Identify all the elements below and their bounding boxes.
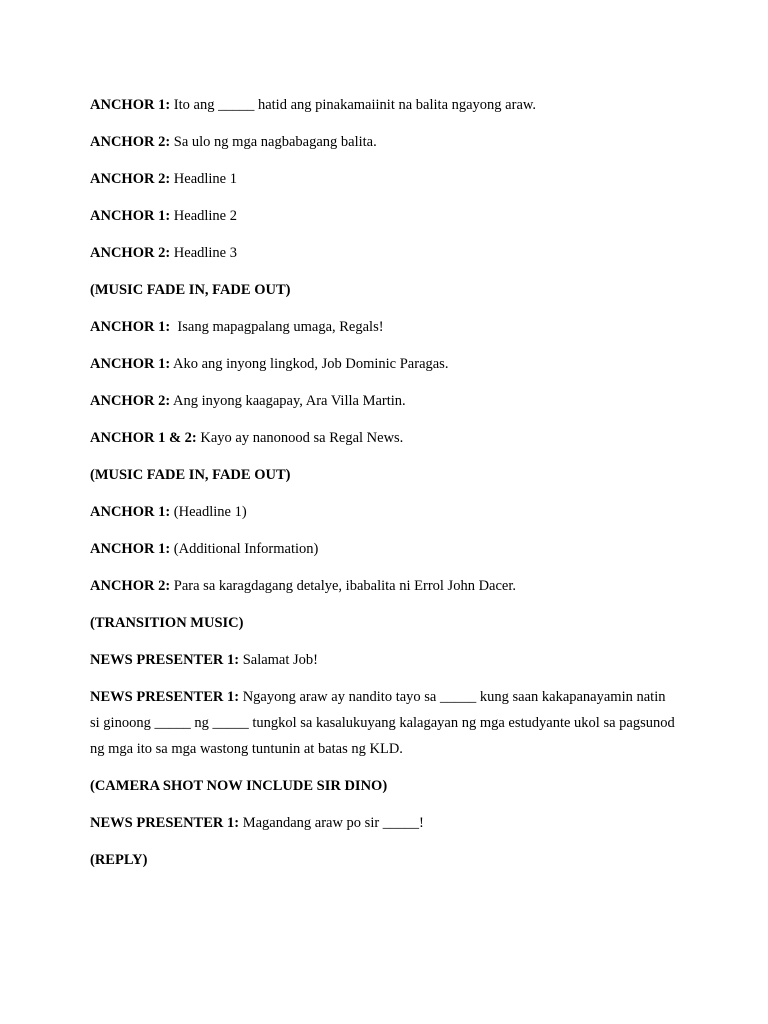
dialogue-text: Ito ang _____ hatid ang pinakamaiinit na balita ngayong araw. <box>170 97 537 113</box>
script-line <box>90 425 678 451</box>
script-line <box>90 92 678 118</box>
dialogue-text: Para sa karagdagang detalye, ibabalita ni Errol John Dacer. <box>170 578 517 594</box>
script-line <box>90 129 678 155</box>
script-line <box>90 647 678 673</box>
dialogue-text: Kayo ay nanonood sa Regal News. <box>196 430 404 446</box>
script-line <box>90 499 678 525</box>
stage-direction: (MUSIC FADE IN, FADE OUT) <box>90 282 291 298</box>
speaker-label: ANCHOR 1: <box>90 504 171 520</box>
dialogue-text: Ang inyong kaagapay, Ara Villa Martin. <box>170 393 406 409</box>
speaker-label: NEWS PRESENTER 1: <box>90 815 240 831</box>
script-line <box>90 573 678 599</box>
script-line <box>90 351 678 377</box>
dialogue-text: Headline 3 <box>170 245 237 261</box>
script-line <box>90 536 678 562</box>
speaker-label: NEWS PRESENTER 1: <box>90 689 240 705</box>
dialogue-text: Ako ang inyong lingkod, Job Dominic Paragas. <box>170 356 449 372</box>
stage-direction: (REPLY) <box>90 852 148 868</box>
stage-direction: (MUSIC FADE IN, FADE OUT) <box>90 467 291 483</box>
script-line <box>90 314 678 340</box>
dialogue-text: Salamat Job! <box>239 652 318 668</box>
stage-direction: (CAMERA SHOT NOW INCLUDE SIR DINO) <box>90 778 388 794</box>
script-line <box>90 388 678 414</box>
speaker-label: ANCHOR 2: <box>90 245 171 261</box>
speaker-label: ANCHOR 2: <box>90 578 171 594</box>
dialogue-text: Isang mapagpalang umaga, Regals! <box>170 319 384 335</box>
dialogue-text: Headline 1 <box>170 171 237 187</box>
speaker-label: ANCHOR 2: <box>90 171 171 187</box>
script-line <box>90 240 678 266</box>
dialogue-text: Magandang araw po sir _____! <box>239 815 424 831</box>
dialogue-text: Ngayong araw ay nandito tayo sa _____ kung saan kakapanayamin natin si ginoong _____ ng _____ tungkol sa kasalukuyang kalagayan ng mga estudyante ukol sa pagsunod ng mga ito sa mga wastong tuntunin at batas ng KLD. <box>90 689 679 757</box>
script-line <box>90 203 678 229</box>
dialogue-text: Sa ulo ng mga nagbabagang balita. <box>170 134 377 150</box>
script-line <box>90 684 678 762</box>
script-line <box>90 166 678 192</box>
speaker-label: ANCHOR 1: <box>90 356 171 372</box>
speaker-label: ANCHOR 1: <box>90 319 171 335</box>
speaker-label: ANCHOR 1: <box>90 97 171 113</box>
dialogue-text: Headline 2 <box>170 208 237 224</box>
speaker-label: ANCHOR 1: <box>90 208 171 224</box>
speaker-label: ANCHOR 1 & 2: <box>90 430 197 446</box>
speaker-label: ANCHOR 2: <box>90 134 171 150</box>
dialogue-text: (Additional Information) <box>170 541 319 557</box>
speaker-label: ANCHOR 2: <box>90 393 171 409</box>
dialogue-text: (Headline 1) <box>170 504 247 520</box>
stage-direction: (TRANSITION MUSIC) <box>90 615 244 631</box>
script-line <box>90 810 678 836</box>
speaker-label: NEWS PRESENTER 1: <box>90 652 240 668</box>
speaker-label: ANCHOR 1: <box>90 541 171 557</box>
